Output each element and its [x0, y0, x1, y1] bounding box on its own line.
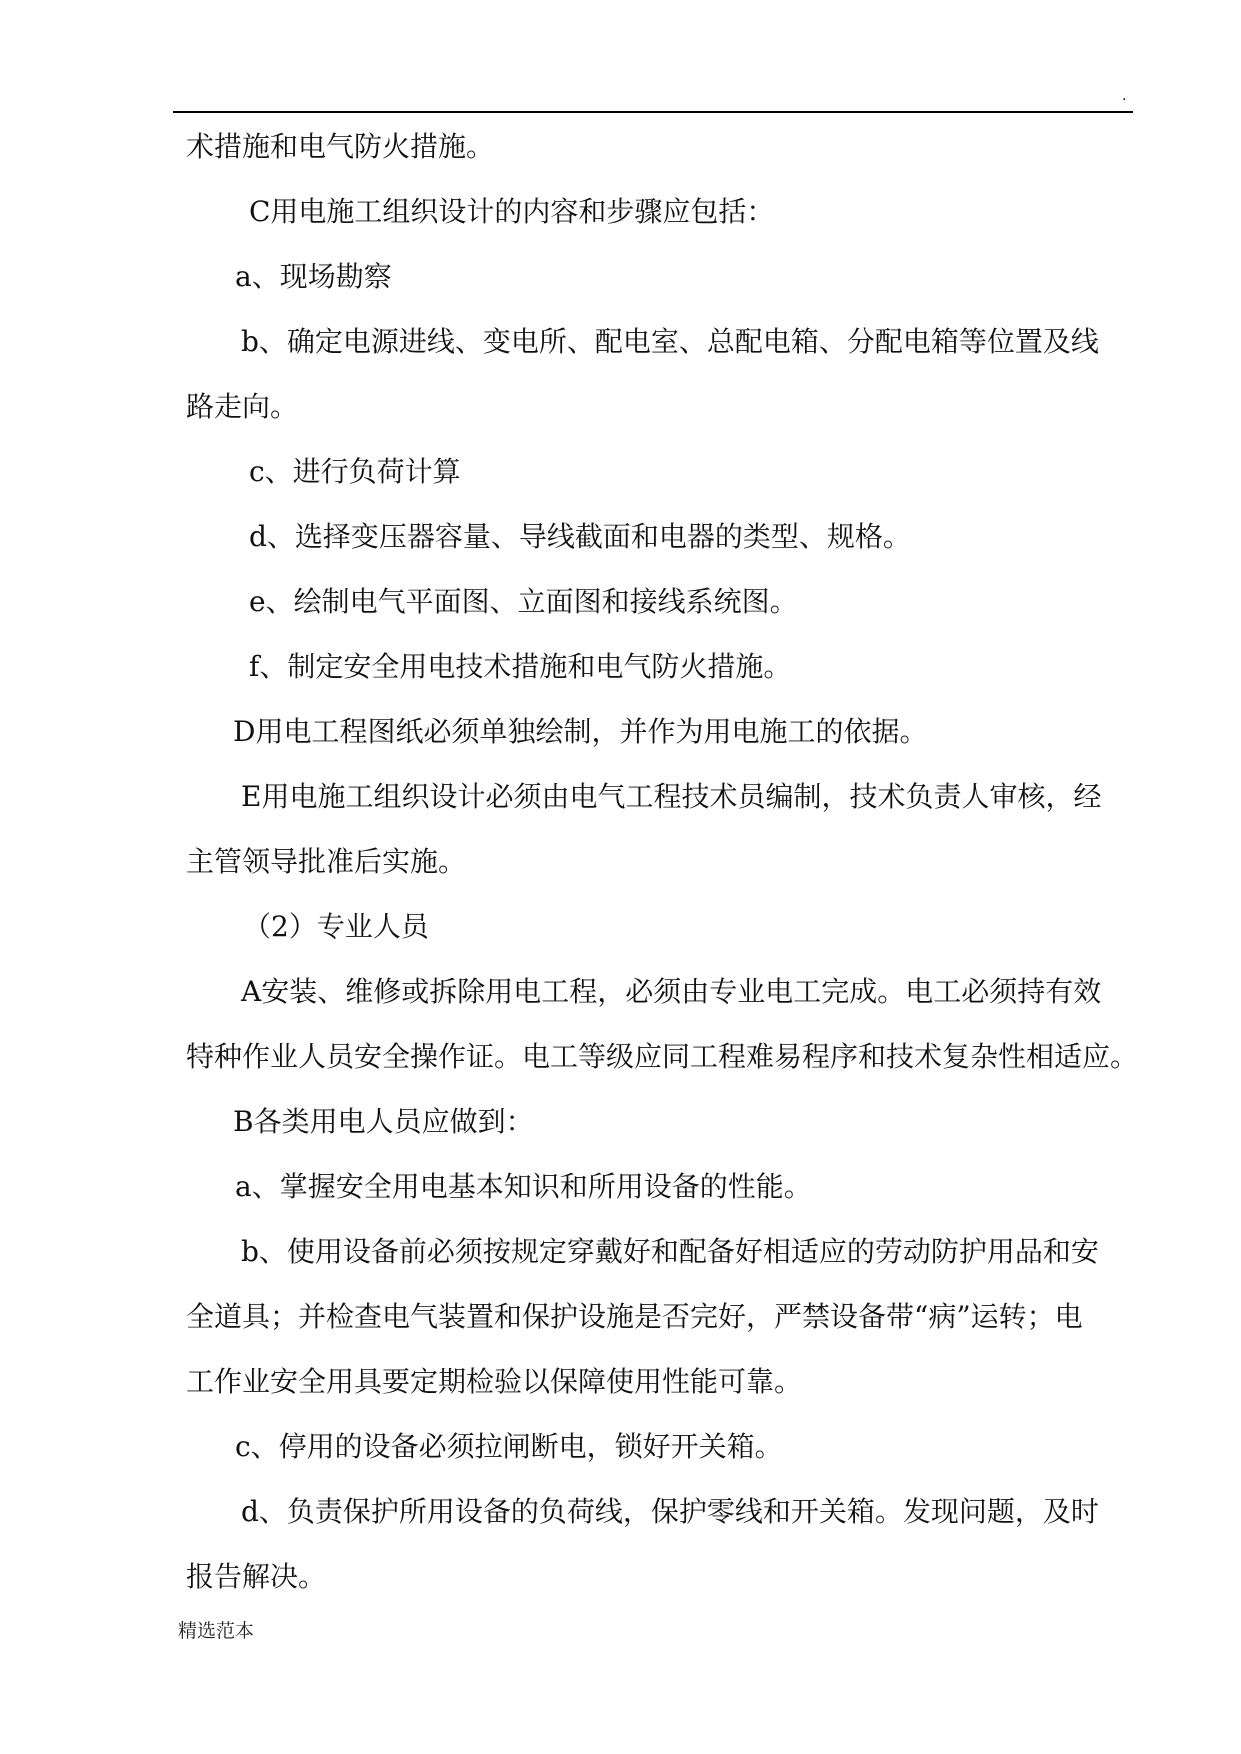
header-mark: . — [1122, 88, 1127, 104]
body-line: e、绘制电气平面图、立面图和接线系统图。 — [249, 585, 798, 618]
body-line: E用电施工组织设计必须由电气工程技术员编制，技术负责人审核，经 — [241, 780, 1102, 813]
body-line: 术措施和电气防火措施。 — [186, 130, 495, 163]
body-line: 特种作业人员安全操作证。电工等级应同工程难易程序和技术复杂性相适应。 — [186, 1040, 1139, 1073]
body-line: 全道具；并检查电气装置和保护设施是否完好，严禁设备带“病”运转；电 — [186, 1300, 1083, 1333]
body-line: 工作业安全用具要定期检验以保障使用性能可靠。 — [186, 1365, 803, 1398]
body-line: d、选择变压器容量、导线截面和电器的类型、规格。 — [249, 520, 911, 553]
body-line: A安装、维修或拆除用电工程，必须由专业电工完成。电工必须持有效 — [241, 975, 1102, 1008]
section-heading: （2）专业人员 — [243, 910, 429, 943]
body-line: D用电工程图纸必须单独绘制，并作为用电施工的依据。 — [233, 715, 928, 748]
body-line: f、制定安全用电技术措施和电气防火措施。 — [249, 650, 792, 683]
body-line: a、现场勘察 — [235, 260, 392, 293]
body-line: b、使用设备前必须按规定穿戴好和配备好相适应的劳动防护用品和安 — [241, 1235, 1099, 1268]
body-line: d、负责保护所用设备的负荷线，保护零线和开关箱。发现问题，及时 — [241, 1495, 1099, 1528]
body-line: c、进行负荷计算 — [249, 455, 461, 488]
body-line: c、停用的设备必须拉闸断电，锁好开关箱。 — [235, 1430, 783, 1463]
body-line: 报告解决。 — [186, 1560, 327, 1593]
body-line: b、确定电源进线、变电所、配电室、总配电箱、分配电箱等位置及线 — [241, 325, 1099, 358]
header-rule — [173, 111, 1133, 113]
footer-label: 精选范本 — [178, 1620, 255, 1642]
body-line: C用电施工组织设计的内容和步骤应包括： — [249, 195, 775, 228]
body-line: a、掌握安全用电基本知识和所用设备的性能。 — [235, 1170, 812, 1203]
body-line: 路走向。 — [186, 390, 299, 423]
body-line: 主管领导批准后实施。 — [186, 845, 467, 878]
body-line: B各类用电人员应做到： — [233, 1105, 534, 1138]
